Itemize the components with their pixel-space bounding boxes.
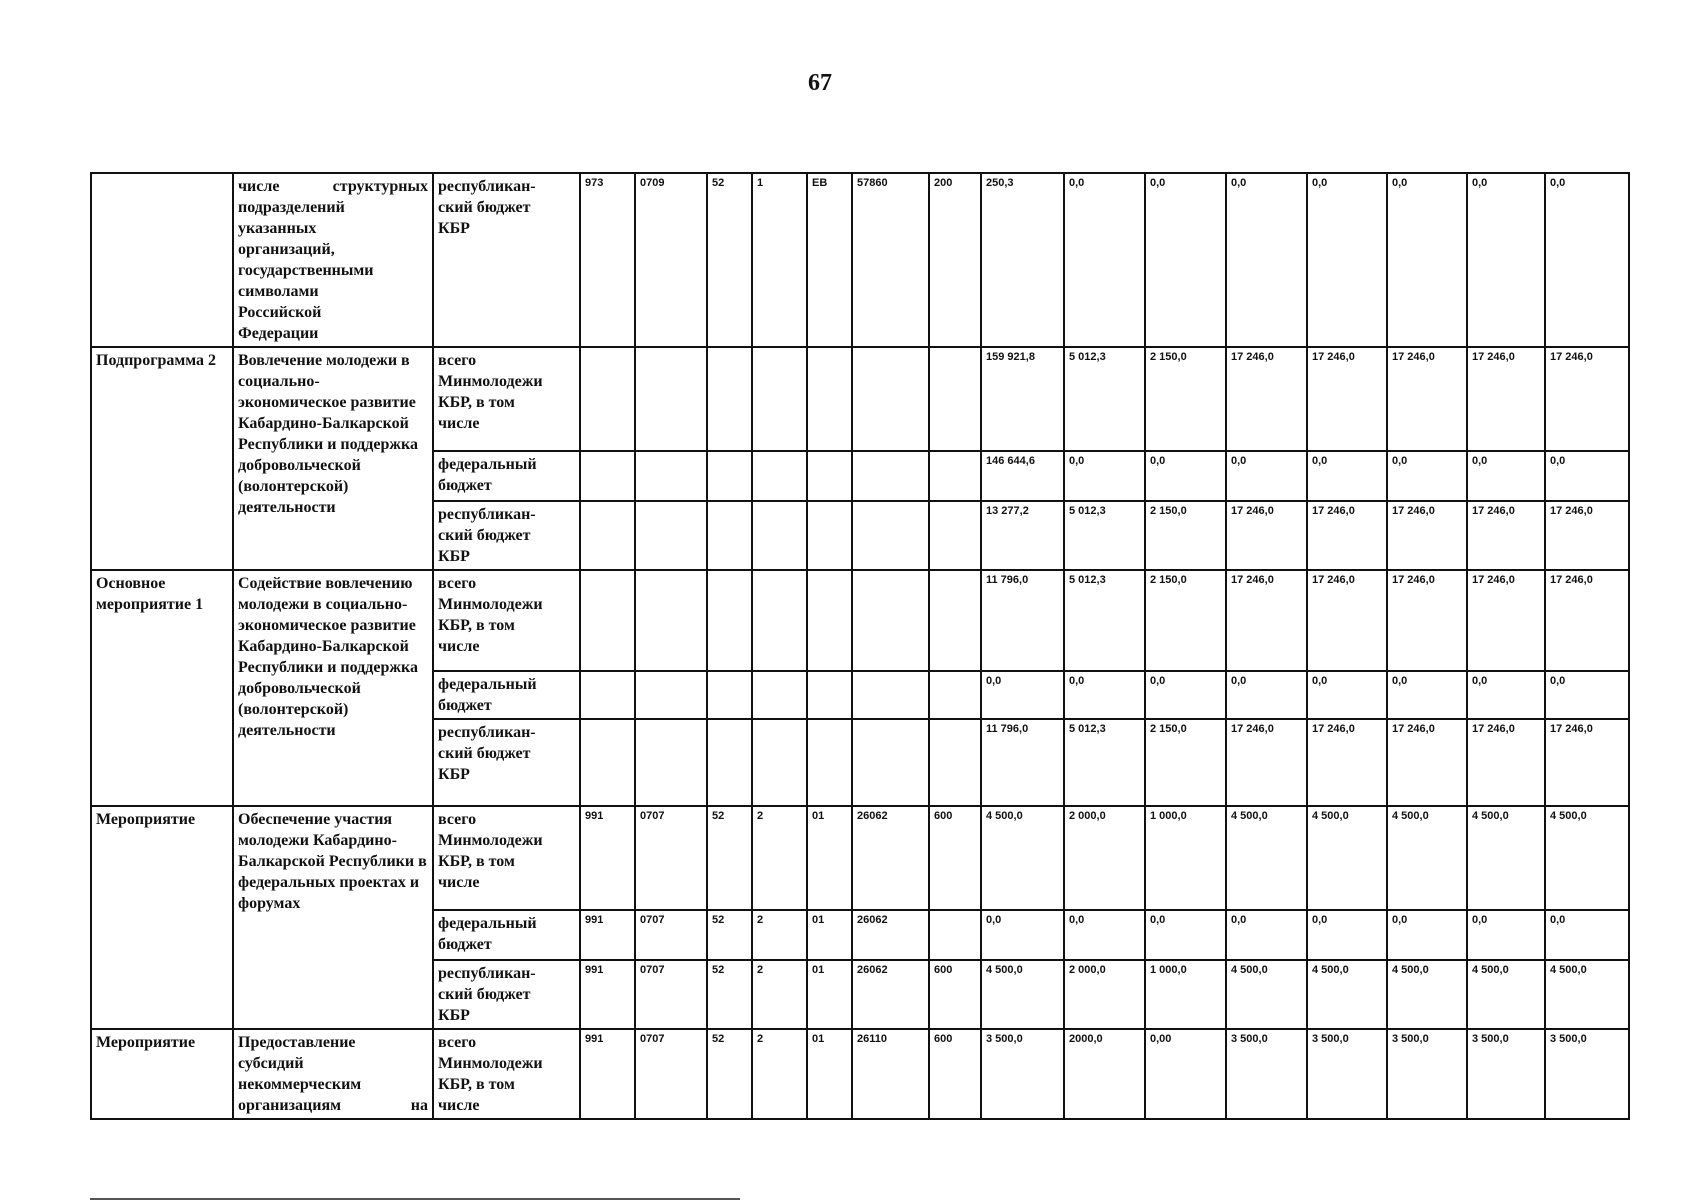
event-code: 01: [807, 910, 852, 960]
value-col-6: 17 246,0: [1387, 719, 1467, 806]
value-col-2: 5 012,3: [1064, 501, 1145, 570]
subprogram-code: [752, 719, 807, 806]
value-col-2: 2 000,0: [1064, 960, 1145, 1029]
description-line: подразделений: [238, 199, 345, 216]
value-col-3: 2 150,0: [1145, 501, 1226, 570]
description-line: организаций,: [238, 241, 335, 258]
section-code: [635, 451, 707, 501]
value-col-4: 17 246,0: [1226, 347, 1307, 451]
description-line: указанных: [238, 220, 317, 237]
program-code: [707, 671, 752, 719]
value-col-5: 0,0: [1307, 173, 1387, 347]
expense-type-code: [929, 671, 981, 719]
event-code: [807, 570, 852, 671]
value-col-4: 17 246,0: [1226, 719, 1307, 806]
value-col-5: 3 500,0: [1307, 1029, 1387, 1119]
description-line: Российской: [238, 304, 322, 321]
value-col-1: 13 277,2: [981, 501, 1064, 570]
expense-type-code: 600: [929, 806, 981, 910]
direction-code: 26062: [852, 806, 929, 910]
funding-source: федеральный бюджет: [433, 451, 580, 501]
value-col-4: 4 500,0: [1226, 806, 1307, 910]
subprogram-code: [752, 501, 807, 570]
event-code: 01: [807, 960, 852, 1029]
value-col-4: 0,0: [1226, 451, 1307, 501]
subprogram-code: 1: [752, 173, 807, 347]
row-name: Мероприятие: [91, 1029, 233, 1119]
event-code: 01: [807, 1029, 852, 1119]
value-col-2: 0,0: [1064, 173, 1145, 347]
value-col-2: 0,0: [1064, 671, 1145, 719]
value-col-4: 17 246,0: [1226, 501, 1307, 570]
description-word: на: [410, 1097, 428, 1114]
value-col-2: 2000,0: [1064, 1029, 1145, 1119]
value-col-8: 0,0: [1545, 910, 1629, 960]
direction-code: [852, 347, 929, 451]
admin-code: 991: [580, 910, 635, 960]
program-code: 52: [707, 960, 752, 1029]
section-code: [635, 347, 707, 451]
row-name: Мероприятие: [91, 806, 233, 1029]
description-line: числе структурных: [238, 178, 428, 195]
section-code: 0707: [635, 806, 707, 910]
value-col-4: 0,0: [1226, 173, 1307, 347]
section-code: [635, 671, 707, 719]
table-row: [91, 173, 1629, 347]
value-col-4: 17 246,0: [1226, 570, 1307, 671]
value-col-5: 17 246,0: [1307, 570, 1387, 671]
admin-code: 991: [580, 960, 635, 1029]
expense-type-code: [929, 451, 981, 501]
subprogram-code: 2: [752, 1029, 807, 1119]
expense-type-code: [929, 501, 981, 570]
subprogram-code: 2: [752, 910, 807, 960]
direction-code: [852, 719, 929, 806]
event-code: [807, 719, 852, 806]
program-code: [707, 501, 752, 570]
admin-code: [580, 719, 635, 806]
value-col-5: 4 500,0: [1307, 960, 1387, 1029]
direction-code: [852, 570, 929, 671]
value-col-2: 5 012,3: [1064, 570, 1145, 671]
value-col-4: 4 500,0: [1226, 960, 1307, 1029]
admin-code: [580, 671, 635, 719]
value-col-6: 17 246,0: [1387, 347, 1467, 451]
value-col-1: 0,0: [981, 910, 1064, 960]
value-col-1: 11 796,0: [981, 570, 1064, 671]
value-col-6: 0,0: [1387, 671, 1467, 719]
value-col-5: 17 246,0: [1307, 719, 1387, 806]
value-col-3: 0,00: [1145, 1029, 1226, 1119]
section-code: [635, 719, 707, 806]
value-col-8: 4 500,0: [1545, 960, 1629, 1029]
value-col-8: 17 246,0: [1545, 719, 1629, 806]
event-code: [807, 347, 852, 451]
value-col-1: 3 500,0: [981, 1029, 1064, 1119]
value-col-4: 3 500,0: [1226, 1029, 1307, 1119]
program-code: 52: [707, 173, 752, 347]
value-col-5: 4 500,0: [1307, 806, 1387, 910]
program-code: [707, 719, 752, 806]
value-col-7: 0,0: [1467, 173, 1545, 347]
description-line: государственными: [238, 262, 374, 279]
direction-code: 26110: [852, 1029, 929, 1119]
funding-source: республикан- ский бюджет КБР: [433, 501, 580, 570]
value-col-6: 17 246,0: [1387, 570, 1467, 671]
row-name: [91, 173, 233, 347]
value-col-7: 17 246,0: [1467, 719, 1545, 806]
value-col-2: 0,0: [1064, 910, 1145, 960]
value-col-1: 4 500,0: [981, 960, 1064, 1029]
section-code: 0707: [635, 910, 707, 960]
value-col-8: 17 246,0: [1545, 501, 1629, 570]
admin-code: 991: [580, 1029, 635, 1119]
value-col-3: 0,0: [1145, 910, 1226, 960]
table-row: [91, 570, 1629, 671]
expense-type-code: [929, 910, 981, 960]
value-col-8: 17 246,0: [1545, 570, 1629, 671]
value-col-5: 17 246,0: [1307, 347, 1387, 451]
direction-code: [852, 451, 929, 501]
table-row: [91, 347, 1629, 451]
value-col-3: 0,0: [1145, 173, 1226, 347]
value-col-5: 17 246,0: [1307, 501, 1387, 570]
direction-code: 26062: [852, 960, 929, 1029]
value-col-7: 17 246,0: [1467, 570, 1545, 671]
subprogram-code: [752, 451, 807, 501]
value-col-7: 0,0: [1467, 451, 1545, 501]
description-line: некоммерческим: [238, 1076, 362, 1093]
row-description: Содействие вовлечению молодежи в социально-экономическое развитие Кабардино-Балкарской Республики и поддержка добровольческой (волонтерской) деятельности: [233, 570, 433, 806]
value-col-2: 2 000,0: [1064, 806, 1145, 910]
value-col-1: 250,3: [981, 173, 1064, 347]
table-row: [91, 806, 1629, 910]
row-description: [233, 1029, 433, 1119]
program-code: 52: [707, 806, 752, 910]
value-col-7: 0,0: [1467, 910, 1545, 960]
row-name: Подпрограмма 2: [91, 347, 233, 570]
value-col-1: 159 921,8: [981, 347, 1064, 451]
event-code: 01: [807, 806, 852, 910]
description-line: Предоставление: [238, 1034, 356, 1051]
program-code: 52: [707, 910, 752, 960]
value-col-5: 0,0: [1307, 910, 1387, 960]
admin-code: [580, 501, 635, 570]
row-description: [233, 173, 433, 347]
value-col-1: 11 796,0: [981, 719, 1064, 806]
section-code: 0709: [635, 173, 707, 347]
section-code: 0707: [635, 960, 707, 1029]
value-col-1: 146 644,6: [981, 451, 1064, 501]
section-code: 0707: [635, 1029, 707, 1119]
value-col-4: 0,0: [1226, 910, 1307, 960]
section-code: [635, 570, 707, 671]
direction-code: 26062: [852, 910, 929, 960]
program-code: [707, 347, 752, 451]
value-col-8: 0,0: [1545, 671, 1629, 719]
funding-source: всего Минмолодежи КБР, в том числе: [433, 806, 580, 910]
event-code: ЕВ: [807, 173, 852, 347]
expense-type-code: [929, 570, 981, 671]
subprogram-code: [752, 671, 807, 719]
value-col-3: 2 150,0: [1145, 347, 1226, 451]
value-col-2: 0,0: [1064, 451, 1145, 501]
funding-source: республикан- ский бюджет КБР: [433, 173, 580, 347]
value-col-5: 0,0: [1307, 451, 1387, 501]
description-line: Федерации: [238, 325, 319, 342]
admin-code: [580, 451, 635, 501]
funding-source: федеральный бюджет: [433, 910, 580, 960]
value-col-5: 0,0: [1307, 671, 1387, 719]
value-col-3: 0,0: [1145, 451, 1226, 501]
row-name: Основное мероприятие 1: [91, 570, 233, 806]
value-col-6: 4 500,0: [1387, 960, 1467, 1029]
subprogram-code: [752, 347, 807, 451]
value-col-8: 0,0: [1545, 451, 1629, 501]
expense-type-code: 200: [929, 173, 981, 347]
funding-source: всего Минмолодежи КБР, в том числе: [433, 347, 580, 451]
value-col-6: 0,0: [1387, 451, 1467, 501]
value-col-6: 17 246,0: [1387, 501, 1467, 570]
value-col-3: 2 150,0: [1145, 570, 1226, 671]
admin-code: [580, 570, 635, 671]
value-col-7: 17 246,0: [1467, 347, 1545, 451]
value-col-7: 0,0: [1467, 671, 1545, 719]
direction-code: [852, 501, 929, 570]
value-col-6: 0,0: [1387, 910, 1467, 960]
value-col-7: 4 500,0: [1467, 806, 1545, 910]
subprogram-code: 2: [752, 806, 807, 910]
event-code: [807, 451, 852, 501]
value-col-7: 4 500,0: [1467, 960, 1545, 1029]
funding-source: всего Минмолодежи КБР, в том числе: [433, 570, 580, 671]
value-col-4: 0,0: [1226, 671, 1307, 719]
expense-type-code: 600: [929, 960, 981, 1029]
value-col-2: 5 012,3: [1064, 347, 1145, 451]
admin-code: [580, 347, 635, 451]
value-col-6: 0,0: [1387, 173, 1467, 347]
description-word: организациям: [238, 1097, 342, 1114]
budget-table: [90, 172, 1630, 1120]
program-code: 52: [707, 1029, 752, 1119]
value-col-3: 2 150,0: [1145, 719, 1226, 806]
subprogram-code: [752, 570, 807, 671]
value-col-8: 3 500,0: [1545, 1029, 1629, 1119]
value-col-7: 3 500,0: [1467, 1029, 1545, 1119]
value-col-7: 17 246,0: [1467, 501, 1545, 570]
table-row: [91, 1029, 1629, 1119]
value-col-6: 4 500,0: [1387, 806, 1467, 910]
expense-type-code: [929, 347, 981, 451]
funding-source: всего Минмолодежи КБР, в том числе: [433, 1029, 580, 1119]
description-line: субсидий: [238, 1055, 304, 1072]
value-col-2: 5 012,3: [1064, 719, 1145, 806]
subprogram-code: 2: [752, 960, 807, 1029]
value-col-3: 0,0: [1145, 671, 1226, 719]
section-code: [635, 501, 707, 570]
value-col-8: 0,0: [1545, 173, 1629, 347]
row-description: Вовлечение молодежи в социально-экономическое развитие Кабардино-Балкарской Республики и поддержка добровольческой (волонтерской) деятельности: [233, 347, 433, 570]
row-description: Обеспечение участия молодежи Кабардино-Балкарской Республики в федеральных проектах и форумах: [233, 806, 433, 1029]
admin-code: 991: [580, 806, 635, 910]
page-number: 67: [808, 70, 832, 96]
program-code: [707, 451, 752, 501]
value-col-8: 4 500,0: [1545, 806, 1629, 910]
direction-code: 57860: [852, 173, 929, 347]
value-col-1: 4 500,0: [981, 806, 1064, 910]
funding-source: республикан- ский бюджет КБР: [433, 719, 580, 806]
value-col-1: 0,0: [981, 671, 1064, 719]
description-line: [238, 1095, 428, 1116]
description-line: символами: [238, 283, 319, 300]
value-col-8: 17 246,0: [1545, 347, 1629, 451]
value-col-3: 1 000,0: [1145, 806, 1226, 910]
program-code: [707, 570, 752, 671]
value-col-3: 1 000,0: [1145, 960, 1226, 1029]
expense-type-code: 600: [929, 1029, 981, 1119]
event-code: [807, 671, 852, 719]
funding-source: федеральный бюджет: [433, 671, 580, 719]
admin-code: 973: [580, 173, 635, 347]
direction-code: [852, 671, 929, 719]
table-body: [91, 173, 1629, 1119]
value-col-6: 3 500,0: [1387, 1029, 1467, 1119]
funding-source: республикан- ский бюджет КБР: [433, 960, 580, 1029]
event-code: [807, 501, 852, 570]
expense-type-code: [929, 719, 981, 806]
